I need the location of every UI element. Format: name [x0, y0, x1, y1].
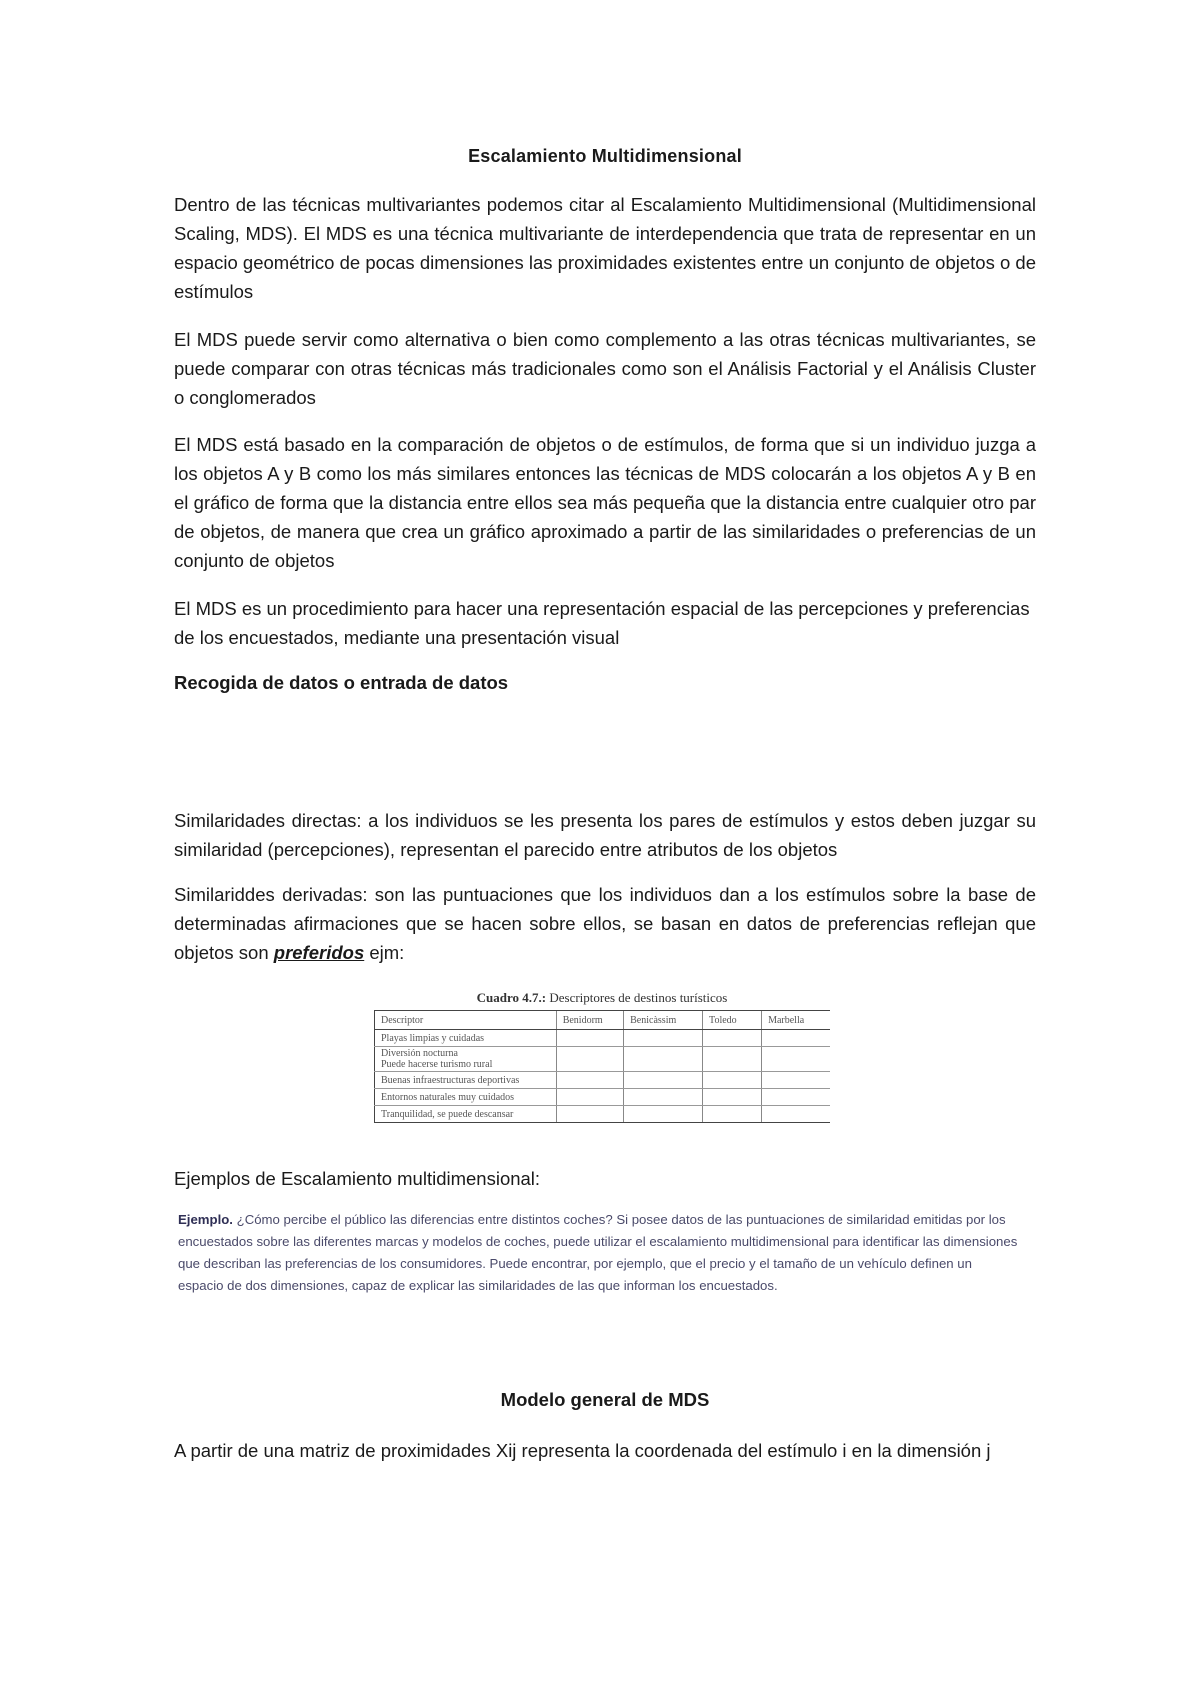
table-cell: [556, 1030, 623, 1047]
table-row: [375, 1072, 831, 1089]
table-cell: [762, 1030, 830, 1047]
table-cell: [703, 1089, 762, 1106]
paragraph-derived-similarities: [174, 880, 1036, 967]
table-cell: [703, 1030, 762, 1047]
table-header-row: [375, 1011, 831, 1030]
paragraph-comparison: [174, 430, 1036, 575]
heading-text: Ejemplos de Escalamiento multidimensional:: [174, 1168, 541, 1189]
table-cell: [762, 1072, 830, 1089]
paragraph-procedure: [174, 594, 1036, 652]
table-cell: [762, 1106, 830, 1123]
table-cell: [762, 1089, 830, 1106]
table-cell: [556, 1089, 623, 1106]
paragraph-text: Dentro de las técnicas multivariantes podemos citar al Escalamiento Multidimensional (Multidimensional Scaling, MDS). El MDS es una técnica multivariante de interdependencia que trata de representar en un espacio geométrico de pocas dimensiones las proximidades existentes entre un conjunto de objetos o de estímulos: [174, 194, 1036, 302]
example-text: ¿Cómo percibe el público las diferencias entre distintos coches? Si posee datos de las puntuaciones de similaridad emitidas por los encuestados sobre las diferentes marcas y modelos de coches, puede utilizar el escalamiento multidimensional para identificar las dimensiones que describan las preferencias de los consumidores. Puede encontrar, por ejemplo, que el precio y el tamaño de un vehículo definen un espacio de dos dimensiones, capaz de explicar las similaridades de las que informan los encuestados.: [178, 1212, 1018, 1293]
paragraph-text: El MDS es un procedimiento para hacer una representación espacial de las percepciones y preferencias de los encuestados, mediante una presentación visual: [174, 598, 1030, 648]
table-cell: [624, 1089, 703, 1106]
table-cell: [556, 1106, 623, 1123]
table-cell-line: Puede hacerse turismo rural: [381, 1059, 493, 1070]
table-cell: [624, 1030, 703, 1047]
table-cell: [624, 1106, 703, 1123]
table-header-cell: Marbella: [762, 1011, 830, 1030]
table-cell: [556, 1072, 623, 1089]
table-cell: [556, 1047, 623, 1072]
descriptor-table: [374, 1010, 830, 1123]
section-heading-examples: [174, 1164, 1036, 1193]
example-label: Ejemplo.: [178, 1212, 233, 1227]
table-caption-text: Descriptores de destinos turísticos: [546, 990, 728, 1005]
paragraph-text: El MDS está basado en la comparación de objetos o de estímulos, de forma que si un individuo juzga a los objetos A y B como los más similares entonces las técnicas de MDS colocarán a los objetos A y B en el gráfico de forma que la distancia entre ellos sea más pequeña que la distancia entre cualquier otro par de objetos, de manera que crea un gráfico aproximado a partir de las similaridades o preferencias de un conjunto de objetos: [174, 434, 1036, 571]
table-cell: [703, 1047, 762, 1072]
table-header-cell: Descriptor: [375, 1011, 557, 1030]
table-caption-label: Cuadro 4.7.:: [476, 990, 547, 1005]
table-header-cell: Toledo: [703, 1011, 762, 1030]
table-cell: [375, 1047, 557, 1072]
section-heading-general-model: [174, 1385, 1036, 1414]
table-header-cell: Benicàssim: [624, 1011, 703, 1030]
table-cell-line: Diversión nocturna: [381, 1048, 458, 1059]
table-cell: Entornos naturales muy cuidados: [375, 1089, 557, 1106]
table-cell: [624, 1072, 703, 1089]
paragraph-text-before: Similariddes derivadas: son las puntuaciones que los individuos dan a los estímulos sobre la base de determinadas afirmaciones que se hacen sobre ellos, se basan en datos de preferencias reflejan que objetos son: [174, 884, 1036, 963]
paragraph-text: Similaridades directas: a los individuos se les presenta los pares de estímulos y estos deben juzgar su similaridad (percepciones), representan el parecido entre atributos de los objetos: [174, 810, 1036, 860]
descriptor-table-figure: [374, 990, 830, 1123]
table-cell: [762, 1047, 830, 1072]
section-heading-data-collection: [174, 668, 1036, 697]
paragraph-alternative: [174, 325, 1036, 412]
heading-text: Recogida de datos o entrada de datos: [174, 672, 509, 693]
table-cell: [703, 1072, 762, 1089]
document-title: Escalamiento Multidimensional: [468, 146, 742, 166]
paragraph-text: A partir de una matriz de proximidades Xij representa la coordenada del estímulo i en la dimensión j: [174, 1440, 991, 1461]
table-row: [375, 1089, 831, 1106]
paragraph-intro: [174, 190, 1036, 306]
table-row: [375, 1047, 831, 1072]
paragraph-direct-similarities: [174, 806, 1036, 864]
table-cell: [624, 1047, 703, 1072]
emphasis-preferidos: preferidos: [273, 942, 365, 963]
paragraph-general-model: [174, 1436, 1036, 1465]
table-row: [375, 1030, 831, 1047]
table-cell: Tranquilidad, se puede descansar: [375, 1106, 557, 1123]
table-row: [375, 1106, 831, 1123]
example-image-block: [178, 1209, 1018, 1297]
table-cell: [703, 1106, 762, 1123]
paragraph-text-after: ejm:: [364, 942, 405, 963]
paragraph-text: [174, 880, 1036, 967]
table-header-cell: Benidorm: [556, 1011, 623, 1030]
table-cell: Buenas infraestructuras deportivas: [375, 1072, 557, 1089]
table-cell: Playas limpias y cuidadas: [375, 1030, 557, 1047]
table-caption: [374, 990, 830, 1006]
heading-text: Modelo general de MDS: [500, 1389, 710, 1410]
paragraph-text: El MDS puede servir como alternativa o bien como complemento a las otras técnicas multivariantes, se puede comparar con otras técnicas más tradicionales como son el Análisis Factorial y el Análisis Cluster o conglomerados: [174, 329, 1036, 408]
